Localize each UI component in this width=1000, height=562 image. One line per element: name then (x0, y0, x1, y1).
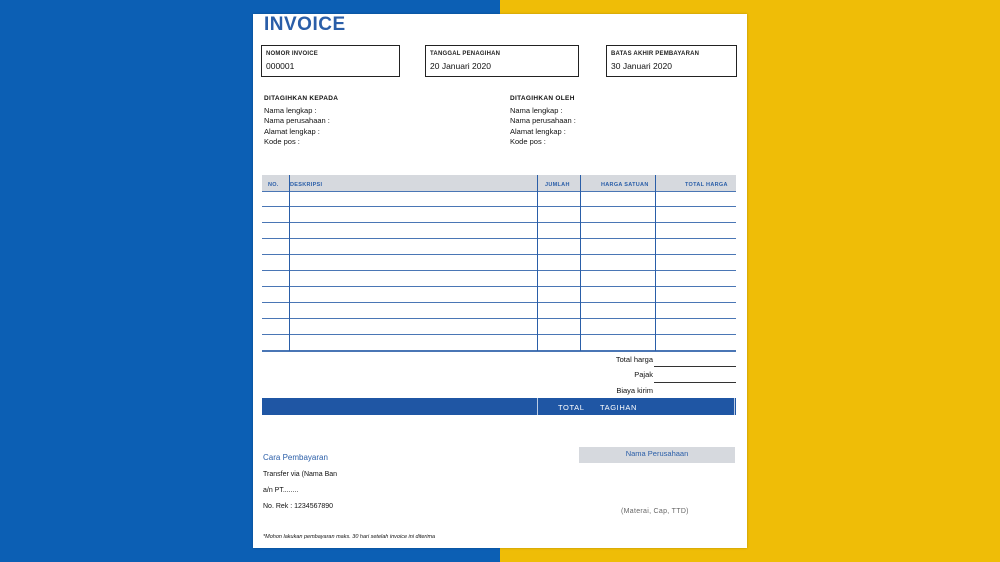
billed-by-field: Kode pos : (510, 137, 546, 146)
payment-footnote: *Mohon lakukan pembayaran maks. 30 hari setelah invoice ini diterima (263, 534, 436, 540)
bill-label: TAGIHAN (600, 403, 637, 412)
column-header-unit-price: HARGA SATUAN (601, 182, 649, 188)
invoice-document (253, 14, 747, 548)
table-header (262, 175, 736, 191)
billed-to-field: Nama perusahaan : (264, 116, 330, 125)
total-label: TOTAL (558, 403, 585, 412)
table-row (262, 334, 736, 335)
column-header-description: DESKRIPSI (290, 182, 323, 188)
column-divider (655, 175, 656, 351)
table-row (262, 286, 736, 287)
column-divider (580, 175, 581, 351)
payment-account-name-line: a/n PT........ (263, 487, 299, 494)
table-row (262, 302, 736, 303)
billing-date-label: TANGGAL PENAGIHAN (430, 51, 501, 57)
due-date-box (606, 45, 737, 77)
invoice-number-label: NOMOR INVOICE (266, 51, 318, 57)
table-row (262, 206, 736, 207)
tax-line (654, 382, 736, 383)
billed-to-field: Nama lengkap : (264, 105, 317, 115)
payment-transfer-line: Transfer via (Nama Ban (263, 471, 338, 478)
total-price-line (654, 366, 736, 367)
billed-by-field: Nama perusahaan : (510, 116, 576, 125)
total-bar-divider (537, 398, 538, 415)
billing-date-value: 20 Januari 2020 (430, 61, 491, 71)
column-header-quantity: JUMLAH (545, 182, 570, 188)
tax-label: Pajak (634, 370, 653, 379)
billed-by-section (510, 94, 576, 148)
billed-to-field: Alamat lengkap : (264, 126, 320, 136)
payment-account-number-line: No. Rek : 1234567890 (263, 503, 334, 510)
total-bill-bar (262, 398, 736, 415)
table-row (262, 254, 736, 255)
company-name-box: Nama Perusahaan (579, 447, 735, 463)
total-bar-divider (734, 398, 735, 415)
signature-note: (Materai, Cap, TTD) (621, 508, 689, 515)
shipping-cost-label: Biaya kirim (616, 386, 653, 395)
billed-by-field: Nama lengkap : (510, 105, 563, 115)
billed-to-section (264, 94, 338, 148)
invoice-number-box (261, 45, 400, 77)
column-divider (537, 175, 538, 351)
total-price-label: Total harga (615, 355, 653, 364)
table-row (262, 238, 736, 239)
column-header-total-price: TOTAL HARGA (685, 182, 728, 188)
table-row (262, 270, 736, 271)
due-date-label: BATAS AKHIR PEMBAYARAN (611, 51, 700, 57)
billing-date-box (425, 45, 579, 77)
column-divider (289, 175, 290, 351)
column-header-no: NO. (268, 182, 279, 188)
billed-by-heading: DITAGIHKAN OLEH (510, 95, 575, 102)
invoice-number-value: 000001 (266, 61, 295, 71)
table-row (262, 318, 736, 319)
table-row (262, 191, 736, 192)
billed-to-field: Kode pos : (264, 137, 300, 146)
billed-by-field: Alamat lengkap : (510, 126, 566, 136)
due-date-value: 30 Januari 2020 (611, 61, 672, 71)
payment-method-heading: Cara Pembayaran (263, 453, 328, 462)
table-bottom-border (262, 350, 736, 352)
billed-to-heading: DITAGIHKAN KEPADA (264, 95, 339, 102)
invoice-title: INVOICE (264, 14, 346, 35)
table-row (262, 222, 736, 223)
